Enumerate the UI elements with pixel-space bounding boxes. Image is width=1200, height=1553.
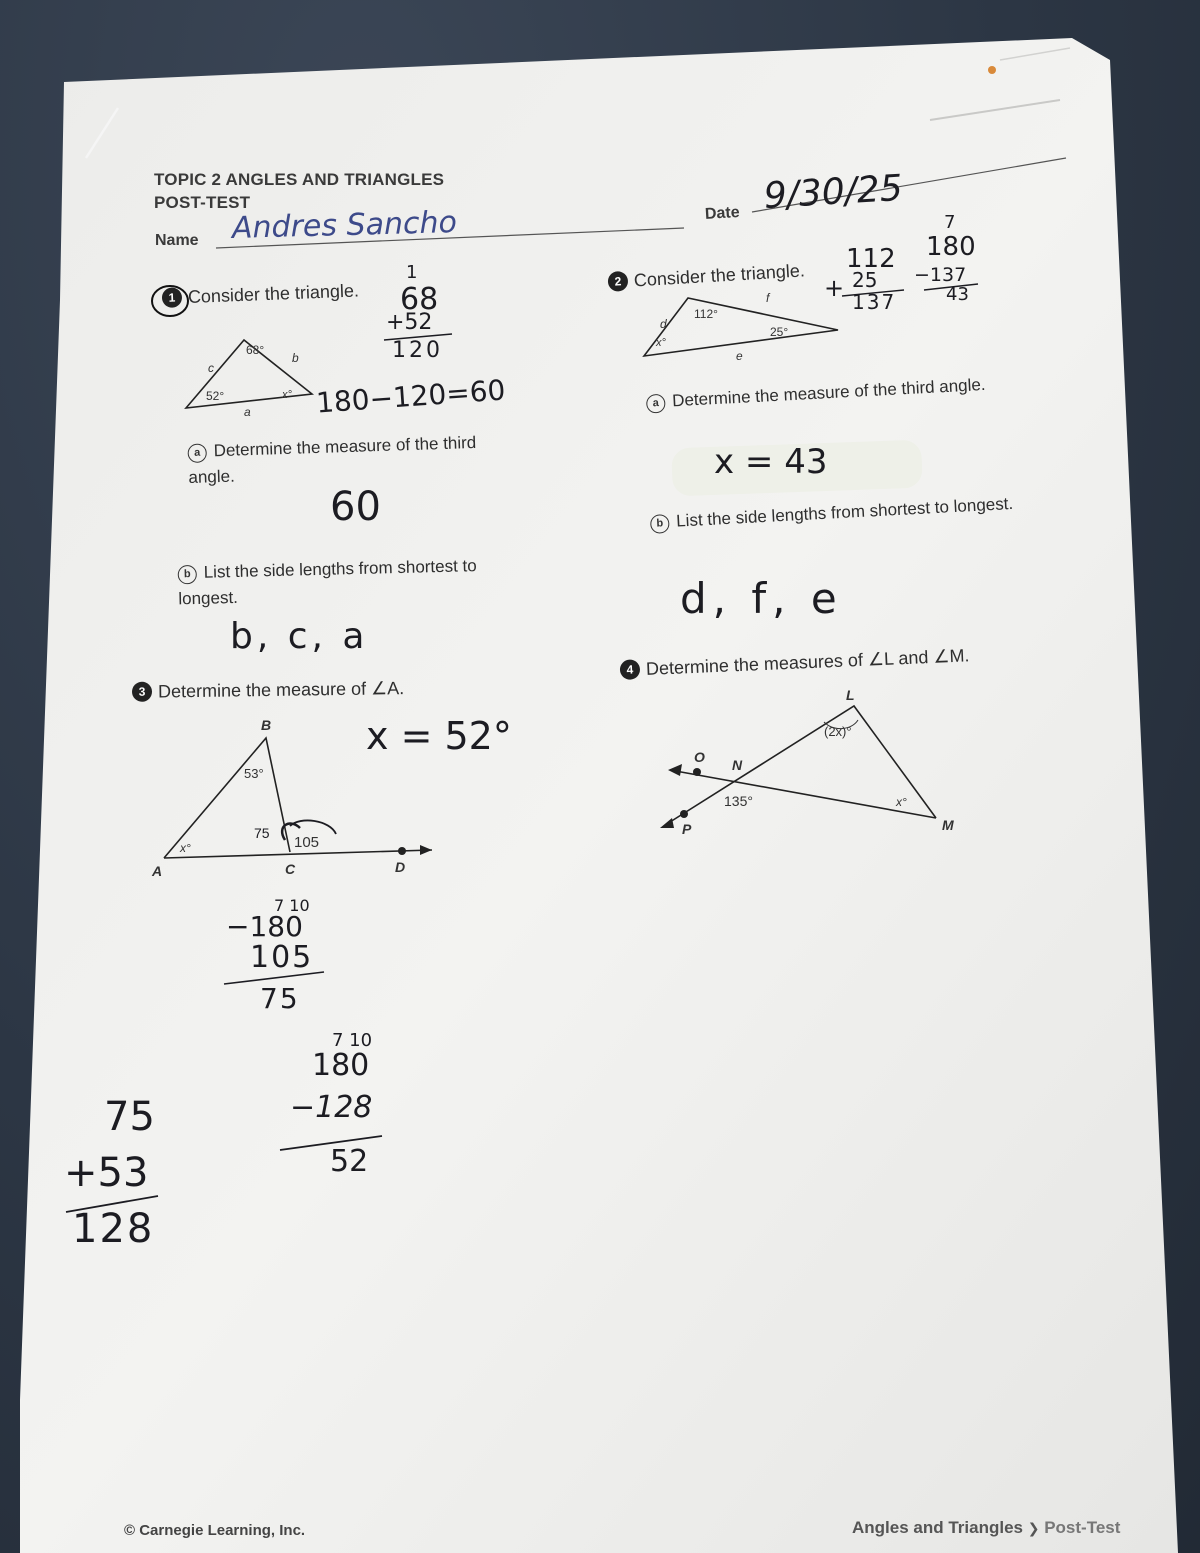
q1b-letter: b xyxy=(178,565,197,584)
footer-breadcrumb xyxy=(852,1518,1120,1538)
q2-side-d: d xyxy=(660,317,667,331)
q1b-answer: b, c, a xyxy=(230,616,369,657)
footer-crumb-title: Angles and Triangles xyxy=(852,1518,1023,1537)
q1a-letter: a xyxy=(187,443,207,463)
q4-angle-N: 135° xyxy=(724,793,753,809)
q2a-text: Determine the measure of the third angle. xyxy=(671,374,986,411)
date-label: Date xyxy=(704,203,741,223)
q3-work2-sub: −128 xyxy=(290,1090,373,1125)
q3-angle-A: x° xyxy=(180,841,191,855)
q4-angle-M: x° xyxy=(896,795,907,809)
q3-work1-top: −180 xyxy=(226,910,303,943)
side-work-top: 75 xyxy=(104,1094,155,1140)
q1-work-carry: 1 xyxy=(406,262,418,283)
side-work-add: +53 xyxy=(64,1150,149,1196)
q1a-text: Determine the measure of the third angle. xyxy=(188,432,477,488)
q1-angle-top: 68° xyxy=(246,343,265,357)
q2-sub-minus: −137 xyxy=(914,264,967,286)
q1b-text: List the side lengths from shortest to longest. xyxy=(178,556,477,609)
q2-side-e: e xyxy=(736,349,743,363)
q3-label-D: D xyxy=(395,859,406,875)
q3-work2-result: 52 xyxy=(330,1144,369,1179)
q1-side-a: a xyxy=(244,405,251,419)
footer-copyright: © Carnegie Learning, Inc. xyxy=(124,1522,306,1539)
q2a-letter: a xyxy=(646,394,666,414)
q2a-answer: x = 43 xyxy=(714,442,828,482)
q1-work-line3: 120 xyxy=(392,338,443,363)
q3-work1-result: 75 xyxy=(260,982,300,1015)
q3-label-B: B xyxy=(261,717,272,733)
q2b-text: List the side lengths from shortest to longest. xyxy=(675,493,1014,531)
q2-sub-result: 43 xyxy=(946,284,969,305)
q3-label-C: C xyxy=(285,861,296,877)
q2-prompt-text: Consider the triangle. xyxy=(633,260,806,291)
q1-work-line2: +52 xyxy=(386,310,433,335)
q2-number-badge: 2 xyxy=(607,271,628,292)
q3-label-A: A xyxy=(152,863,163,879)
q3-interior-written: 75 xyxy=(254,825,270,841)
side-work-result: 128 xyxy=(72,1206,155,1252)
q1-number-badge: 1 xyxy=(162,287,183,308)
q4-angle-L: (2x)° xyxy=(824,724,852,739)
q1-equation: 180−120=60 xyxy=(315,373,507,420)
q4-number-badge: 4 xyxy=(620,659,641,680)
q3-work1-carry: 7 10 xyxy=(274,896,310,915)
q2-sum-add: 25 xyxy=(852,268,878,292)
q2-angle-left: x° xyxy=(656,337,666,349)
q1-angle-left: 52° xyxy=(206,389,225,403)
q4-prompt-text: Determine the measures of ∠L and ∠M. xyxy=(645,645,970,679)
q2-sum-plus: + xyxy=(824,274,845,302)
q2-side-f: f xyxy=(766,291,770,305)
q2-angle-top: 112° xyxy=(694,307,718,321)
q2-sub-top: 180 xyxy=(926,232,976,262)
q3-answer: x = 52° xyxy=(366,714,512,758)
q3-work1-sub: 105 xyxy=(250,940,314,975)
q1-angle-right: x° xyxy=(282,389,292,401)
q4-label-P: P xyxy=(682,821,692,837)
q2-sum-top: 112 xyxy=(846,244,896,274)
q4-label-O: O xyxy=(694,749,705,765)
date-value: 9/30/25 xyxy=(762,167,904,217)
chevron-right-icon: ❯ xyxy=(1027,1521,1040,1537)
q3-exterior: 105 xyxy=(294,834,320,851)
topic-heading: TOPIC 2 ANGLES AND TRIANGLES xyxy=(154,170,445,189)
q2-sub-carry: 7 xyxy=(944,212,956,233)
q3-work2-carry: 7 10 xyxy=(332,1030,373,1051)
q3-angle-B: 53° xyxy=(244,766,264,781)
q2b-letter: b xyxy=(650,514,670,534)
q1-side-b: b xyxy=(292,351,299,365)
q3-prompt-text: Determine the measure of ∠A. xyxy=(157,678,405,702)
q3-number-badge: 3 xyxy=(132,682,152,702)
q4-label-L: L xyxy=(846,687,855,703)
q4-label-N: N xyxy=(732,757,743,773)
q1a-answer: 60 xyxy=(330,484,381,530)
q2b-answer: d, f, e xyxy=(680,574,843,623)
footer-crumb-page: Post-Test xyxy=(1044,1518,1121,1537)
q4-label-M: M xyxy=(942,817,954,833)
q3-work2-top: 180 xyxy=(312,1048,370,1083)
q1-prompt-text: Consider the triangle. xyxy=(187,280,360,307)
q2-angle-right: 25° xyxy=(770,325,789,339)
q1-side-c: c xyxy=(208,361,214,375)
student-name: Andres Sancho xyxy=(231,205,458,246)
q2-sum-result: 137 xyxy=(852,290,897,314)
name-label: Name xyxy=(155,232,199,249)
test-subtitle: POST-TEST xyxy=(154,193,251,212)
q1-work-line1: 68 xyxy=(400,282,439,317)
